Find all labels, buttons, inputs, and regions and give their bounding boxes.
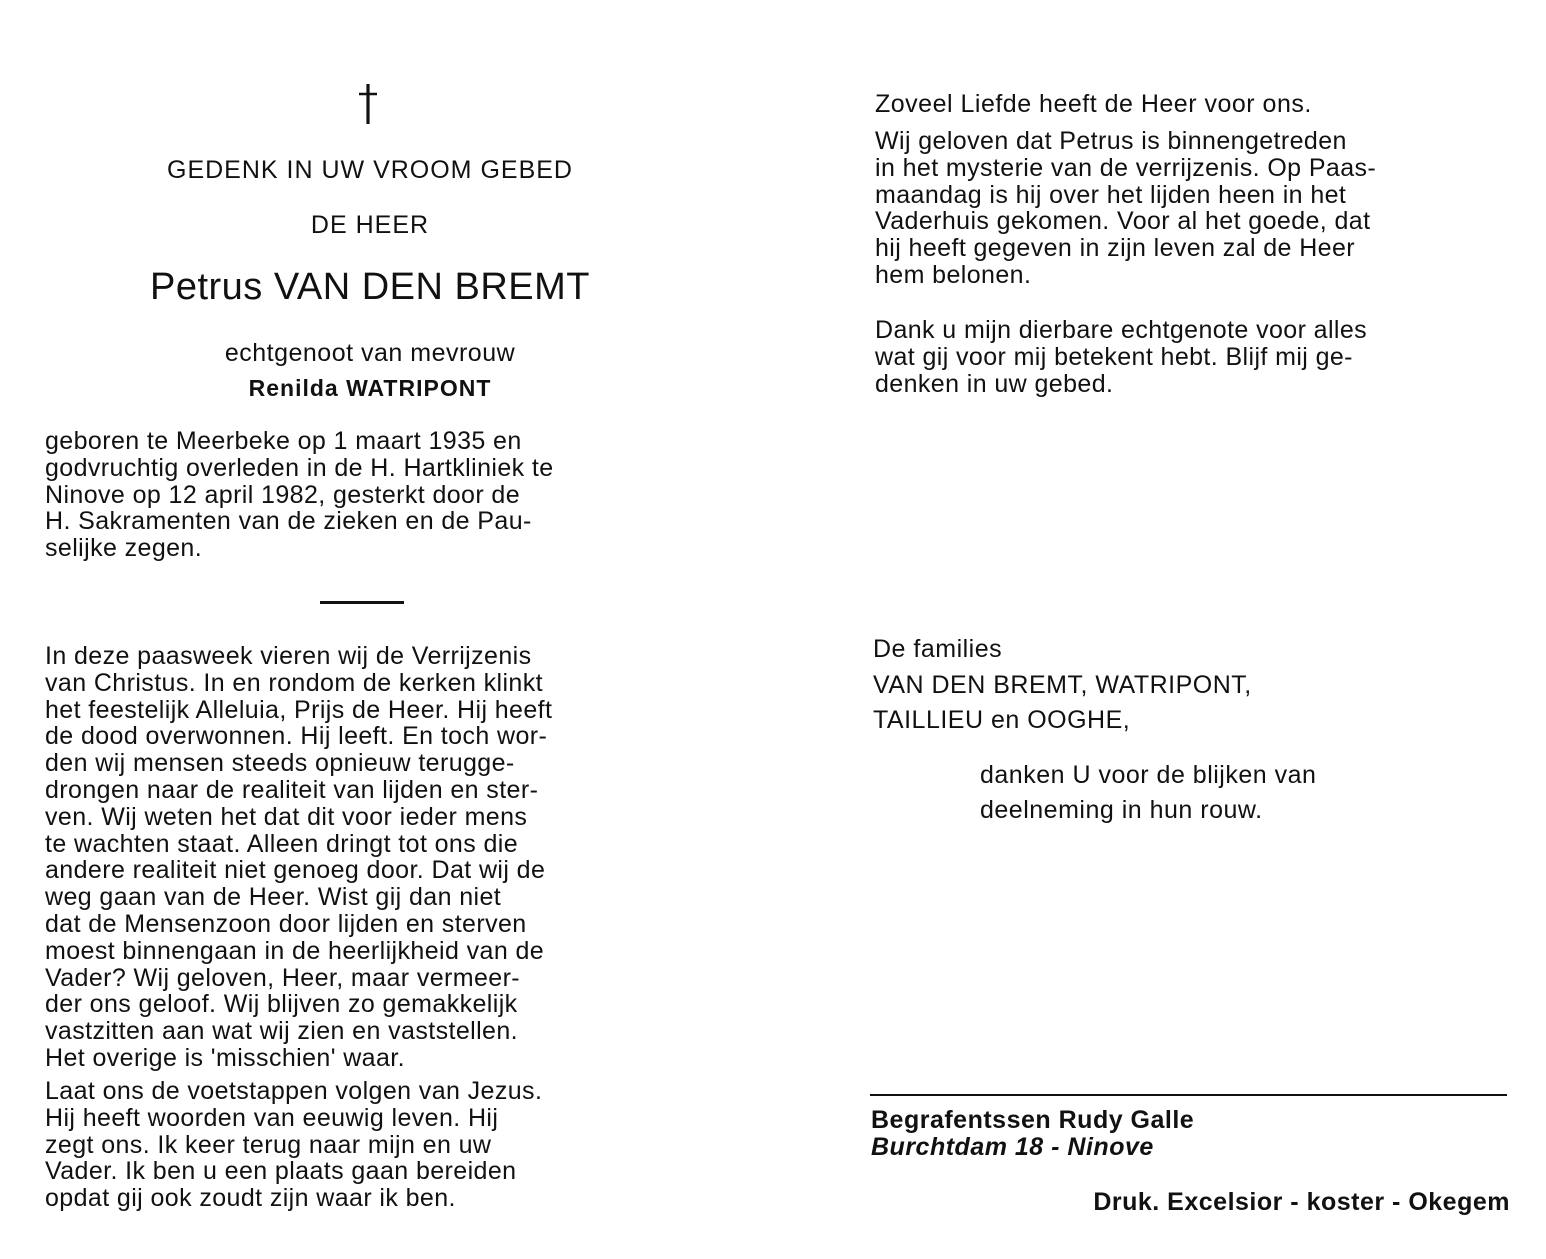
printer-credit: Druk. Excelsior - koster - Okegem — [1093, 1188, 1510, 1216]
meditation-line: de dood overwonnen. Hij leeft. En toch wor- — [45, 722, 548, 751]
bio-line: geboren te Meerbeke op 1 maart 1935 en — [45, 427, 522, 455]
meditation-line: Vader? Wij geloven, Heer, maar vermeer- — [45, 963, 521, 992]
jesus-line: Vader. Ik ben u een plaats gaan bereiden — [45, 1157, 517, 1186]
faith-line: Wij geloven dat Petrus is binnengetreden — [875, 127, 1347, 155]
thanks-line: denken in uw gebed. — [875, 369, 1114, 398]
jesus-line: opdat gij ook zoudt zijn waar ik ben. — [45, 1184, 456, 1213]
faith-line: in het mysterie van de verrijzenis. Op Paas- — [875, 153, 1377, 182]
undertaker-name: Begrafentssen Rudy Galle — [871, 1106, 1195, 1134]
faith-line: Vaderhuis gekomen. Voor al het goede, dat — [875, 207, 1371, 236]
meditation-line: ven. Wij weten het dat dit voor ieder mens — [45, 802, 528, 831]
faith-paragraph — [875, 128, 1515, 289]
relation-text: echtgenoot van mevrouw — [224, 339, 516, 367]
meditation-line: van Christus. In en rondom de kerken klinkt — [45, 668, 543, 697]
meditation-line: Het overige is 'misschien' waar. — [45, 1043, 405, 1072]
meditation-line: der ons geloof. Wij blijven zo gemakkelijk — [45, 990, 518, 1019]
gratitude-line: danken U voor de blijken van — [980, 761, 1317, 789]
meditation-line: weg gaan van de Heer. Wist gij dan niet — [45, 883, 502, 912]
faith-line: hem belonen. — [875, 260, 1032, 289]
jesus-line: Laat ons de voetstappen volgen van Jezus. — [45, 1077, 543, 1105]
faith-line: hij heeft gegeven in zijn leven zal de Heer — [875, 234, 1355, 263]
love-line: Zoveel Liefde heeft de Heer voor ons. — [875, 90, 1312, 118]
gratitude-line: deelneming in hun rouw. — [980, 796, 1263, 824]
meditation-line: den wij mensen steeds opnieuw terugge- — [45, 749, 515, 778]
spouse-name: Renilda WATRIPONT — [248, 375, 492, 401]
families-names-line: VAN DEN BREMT, WATRIPONT, — [873, 671, 1252, 699]
meditation-line: vastzitten aan wat wij zien en vaststellen. — [45, 1017, 518, 1046]
bio-line: selijke zegen. — [45, 534, 203, 563]
meditation-line: te wachten staat. Alleen dringt tot ons die — [45, 829, 519, 858]
bio-line: godvruchtig overleden in de H. Hartkliniek te — [45, 453, 554, 482]
families-names-line: TAILLIEU en OOGHE, — [873, 706, 1131, 734]
meditation-line: het feestelijk Alleluia, Prijs de Heer. Hij heeft — [45, 695, 553, 724]
footer-divider — [870, 1094, 1507, 1096]
meditation-line: andere realiteit niet genoeg door. Dat wij de — [45, 856, 546, 885]
deceased-name: Petrus VAN DEN BREMT — [149, 266, 591, 308]
jesus-paragraph — [45, 1078, 685, 1212]
cross-icon — [351, 82, 385, 126]
biography-paragraph — [45, 428, 685, 562]
undertaker-address: Burchtdam 18 - Ninove — [871, 1133, 1154, 1161]
faith-line: maandag is hij over het lijden heen in het — [875, 180, 1347, 209]
meditation-paragraph — [45, 643, 685, 1072]
families-label: De families — [873, 635, 1003, 663]
jesus-line: zegt ons. Ik keer terug naar mijn en uw — [45, 1130, 492, 1159]
meditation-line: dat de Mensenzoon door lijden en sterven — [45, 909, 527, 938]
bio-line: Ninove op 12 april 1982, gesterkt door de — [45, 480, 521, 509]
thanks-line: wat gij voor mij betekent hebt. Blijf mij ge- — [875, 342, 1353, 371]
thanks-paragraph — [875, 317, 1515, 397]
meditation-line: In deze paasweek vieren wij de Verrijzenis — [45, 642, 532, 670]
meditation-line: drongen naar de realiteit van lijden en ster- — [45, 775, 539, 804]
thanks-line: Dank u mijn dierbare echtgenote voor alles — [875, 316, 1368, 344]
title-prefix: DE HEER — [310, 211, 430, 239]
bio-line: H. Sakramenten van de zieken en de Pau- — [45, 507, 532, 536]
section-divider — [320, 601, 404, 604]
jesus-line: Hij heeft woorden van eeuwig leven. Hij — [45, 1103, 499, 1132]
meditation-line: moest binnengaan in de heerlijkheid van de — [45, 936, 545, 965]
prayer-header: GEDENK IN UW VROOM GEBED — [167, 156, 573, 184]
